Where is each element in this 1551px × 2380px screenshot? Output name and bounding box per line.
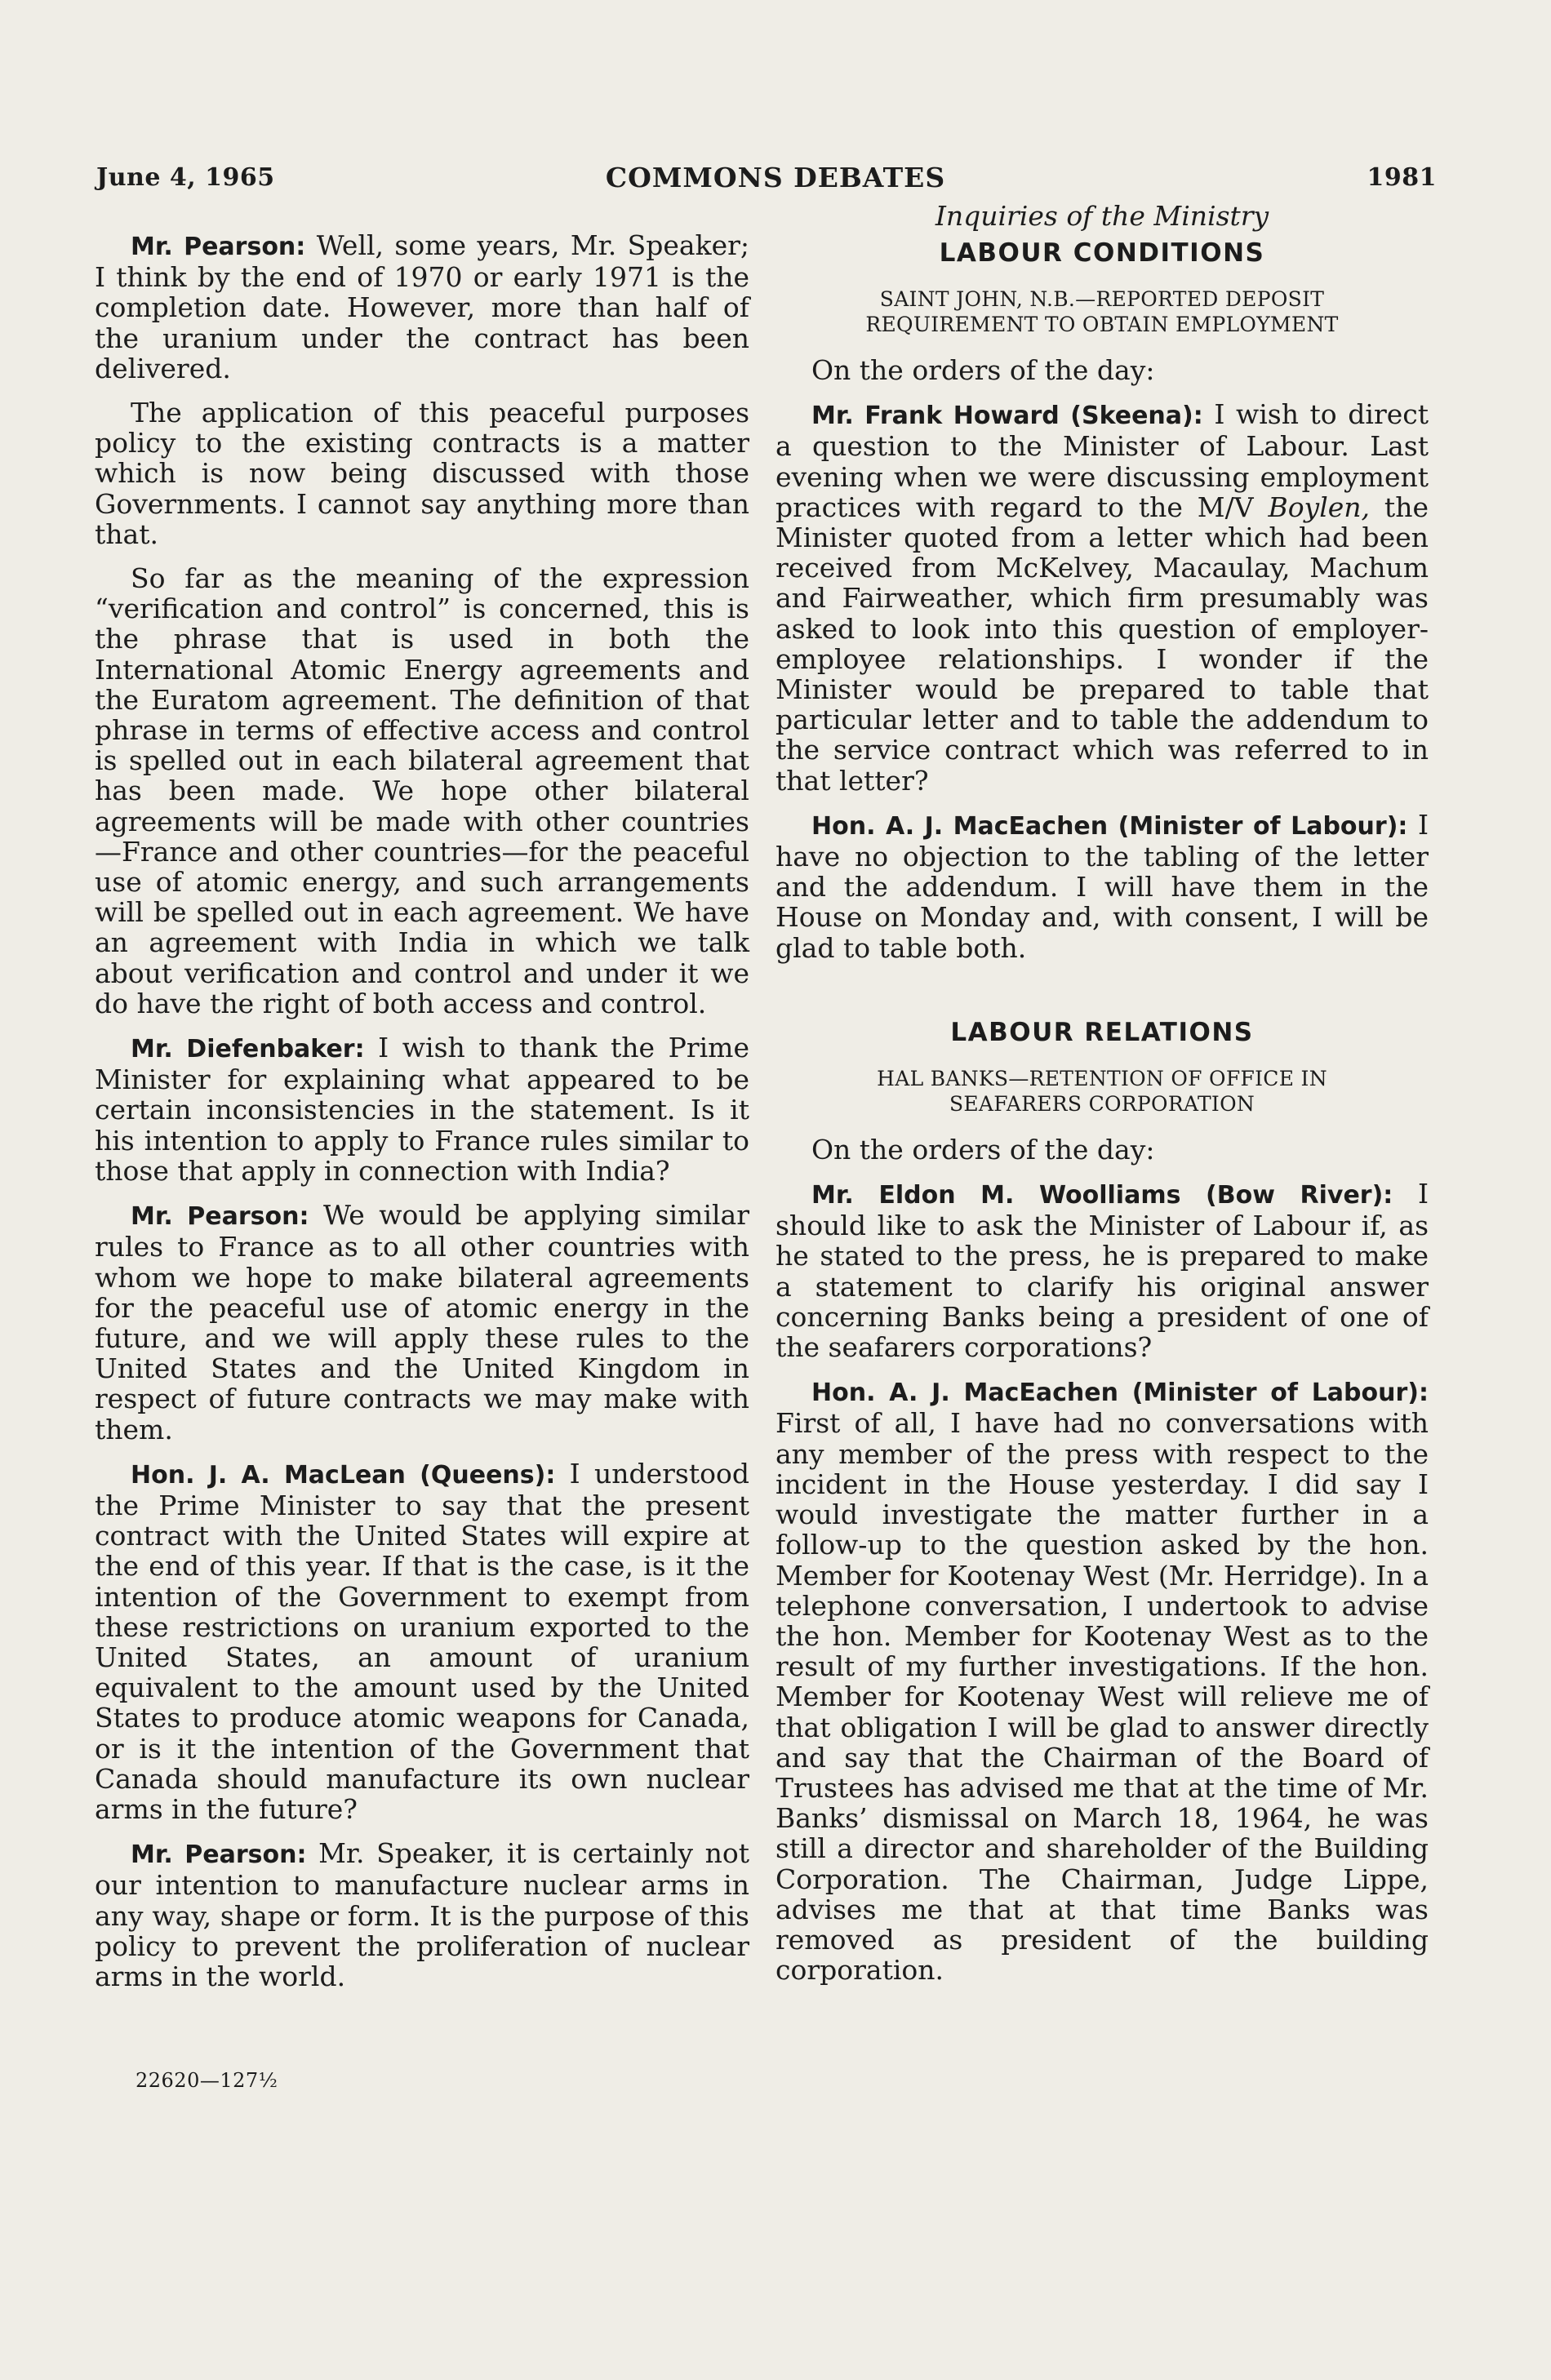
section-subheading: HAL BANKS—RETENTION OF OFFICE IN SEAFARERS CORPORATION xyxy=(877,1066,1327,1116)
paragraph xyxy=(95,563,749,1019)
paragraph-text: Mr. Speaker, it is certainly not our intention to manufacture nuclear arms in any way, shape or form. It is the purpose of this policy to prevent the proliferation of nuclear arms in the world. xyxy=(95,1837,749,1992)
paragraph xyxy=(95,230,749,384)
section-heading: LABOUR CONDITIONS xyxy=(939,238,1265,268)
section-rubric: Inquiries of the Ministry xyxy=(935,200,1269,232)
paragraph xyxy=(95,397,749,549)
paragraph-text: I have no objection to the tabling of the letter and the addendum. I will have them in the House on Monday and, with consent, I will be glad to table both. xyxy=(776,808,1429,964)
paragraph-text: I wish to direct a question to the Minister of Labour. Last evening when we were discussing employment practices with regard to the M/V xyxy=(776,398,1429,523)
paragraph xyxy=(776,1179,1429,1362)
speaker-name: Mr. Pearson: xyxy=(131,1202,309,1232)
paragraph-text: First of all, I have had no conversations with any member of the press with respect to the incident in the House yesterday. I did say I would investigate the matter further in a follow-up to the question asked by the hon. Member for Kootenay West (Mr. Herridge). In a telephone conversation, I undertook to advise the hon. Member for Kootenay West as to the result of my further investigations. If the hon. Member for Kootenay West will relieve me of that obligation I will be glad to answer directly and say that the Chairman of the Board of Trustees has advised me that at the time of Mr. Banks’ dismissal on March 18, 1964, he was still a director and shareholder of the Building Corporation. The Chairman, Judge Lippe, advises me that at that time Banks was removed as president of the building corporation. xyxy=(776,1407,1429,1987)
speaker-name: Hon. J. A. MacLean (Queens): xyxy=(131,1460,556,1490)
speaker-name: Mr. Pearson: xyxy=(131,1841,307,1870)
paragraph xyxy=(95,1200,749,1445)
section-subheading: SAINT JOHN, N.B.—REPORTED DEPOSIT REQUIREMENT TO OBTAIN EMPLOYMENT xyxy=(865,287,1339,336)
speaker-name: Hon. A. J. MacEachen (Minister of Labour): xyxy=(811,811,1408,841)
paragraph xyxy=(95,1838,749,1991)
speaker-name: Mr. Frank Howard (Skeena): xyxy=(811,402,1203,431)
paragraph-text: The application of this peaceful purposes policy to the existing contracts is a matter which is now being discussed with those Governments. I cannot say anything more than that. xyxy=(95,397,749,550)
paragraph-text: I should like to ask the Minister of Labour if, as he stated to the press, he is prepared to make a statement to clarify his original answer concerning Banks being a president of one of the seafarers corporations? xyxy=(776,1178,1429,1364)
page-number: 1981 xyxy=(1367,163,1437,192)
vessel-name: Boylen, xyxy=(1268,491,1371,523)
right-column xyxy=(776,201,1429,1985)
footer-code: 22620—127½ xyxy=(136,2069,278,2092)
paragraph-text: the Minister quoted from a letter which had been received from McKelvey, Macaulay, Machum and Fairweather, which firm presumably was asked to look into this question of employer-employee relationships. I wonder if the Minister would be prepared to table that particular letter and to table the addendum to the service contract which was referred to in that letter? xyxy=(776,491,1429,797)
paragraph-text: I understood the Prime Minister to say that the present contract with the United States will expire at the end of this year. If that is the case, is it the intention of the Government to exempt from these restrictions on uranium exported to the United States, an amount of uranium equivalent to the amount used by the United States to produce atomic weapons for Canada, or is it the intention of the Government that Canada should manufacture its own nuclear arms in the future? xyxy=(95,1457,749,1825)
paragraph-text: I wish to thank the Prime Minister for explaining what appeared to be certain inconsistencies in the statement. Is it his intention to apply to France rules similar to those that apply in connection with India? xyxy=(95,1032,749,1187)
orders-of-the-day: On the orders of the day: xyxy=(811,1133,1155,1166)
orders-of-the-day: On the orders of the day: xyxy=(811,354,1155,386)
speaker-name: Mr. Pearson: xyxy=(131,233,306,261)
paragraph xyxy=(776,399,1429,796)
speaker-name: Mr. Diefenbaker: xyxy=(131,1035,365,1064)
speaker-name: Hon. A. J. MacEachen (Minister of Labour): xyxy=(811,1379,1429,1408)
section-heading: LABOUR RELATIONS xyxy=(950,1017,1254,1047)
paragraph xyxy=(776,1376,1429,1985)
paragraph xyxy=(95,1459,749,1824)
paragraph xyxy=(95,1032,749,1186)
paragraph-text: So far as the meaning of the expression “verification and control” is concerned, this is the phrase that is used in both the International Atomic Energy agreements and the Euratom agreement. The definition of that phrase in terms of effective access and control is spelled out in each bilateral agreement that has been made. We hope other bilateral agreements will be made with other countries—France and other countries—for the peaceful use of atomic energy, and such arrangements will be spelled out in each agreement. We have an agreement with India in which we talk about verification and control and under it we do have the right of both access and control. xyxy=(95,562,749,1019)
page-date: June 4, 1965 xyxy=(96,163,275,192)
left-column xyxy=(95,230,749,1991)
paragraph-text: We would be applying similar rules to France as to all other countries with whom we hope to make bilateral agreements for the peaceful use of atomic energy in the future, and we will apply these rules to the United States and the United Kingdom in respect of future contracts we may make with them. xyxy=(95,1199,749,1445)
speaker-name: Mr. Eldon M. Woolliams (Bow River): xyxy=(811,1181,1393,1210)
publication-title: COMMONS DEBATES xyxy=(605,162,946,193)
paragraph xyxy=(776,810,1429,963)
paragraph-text: Well, some years, Mr. Speaker; I think by the end of 1970 or early 1971 is the completion date. However, more than half of the uranium under the contract has been delivered. xyxy=(95,229,749,384)
